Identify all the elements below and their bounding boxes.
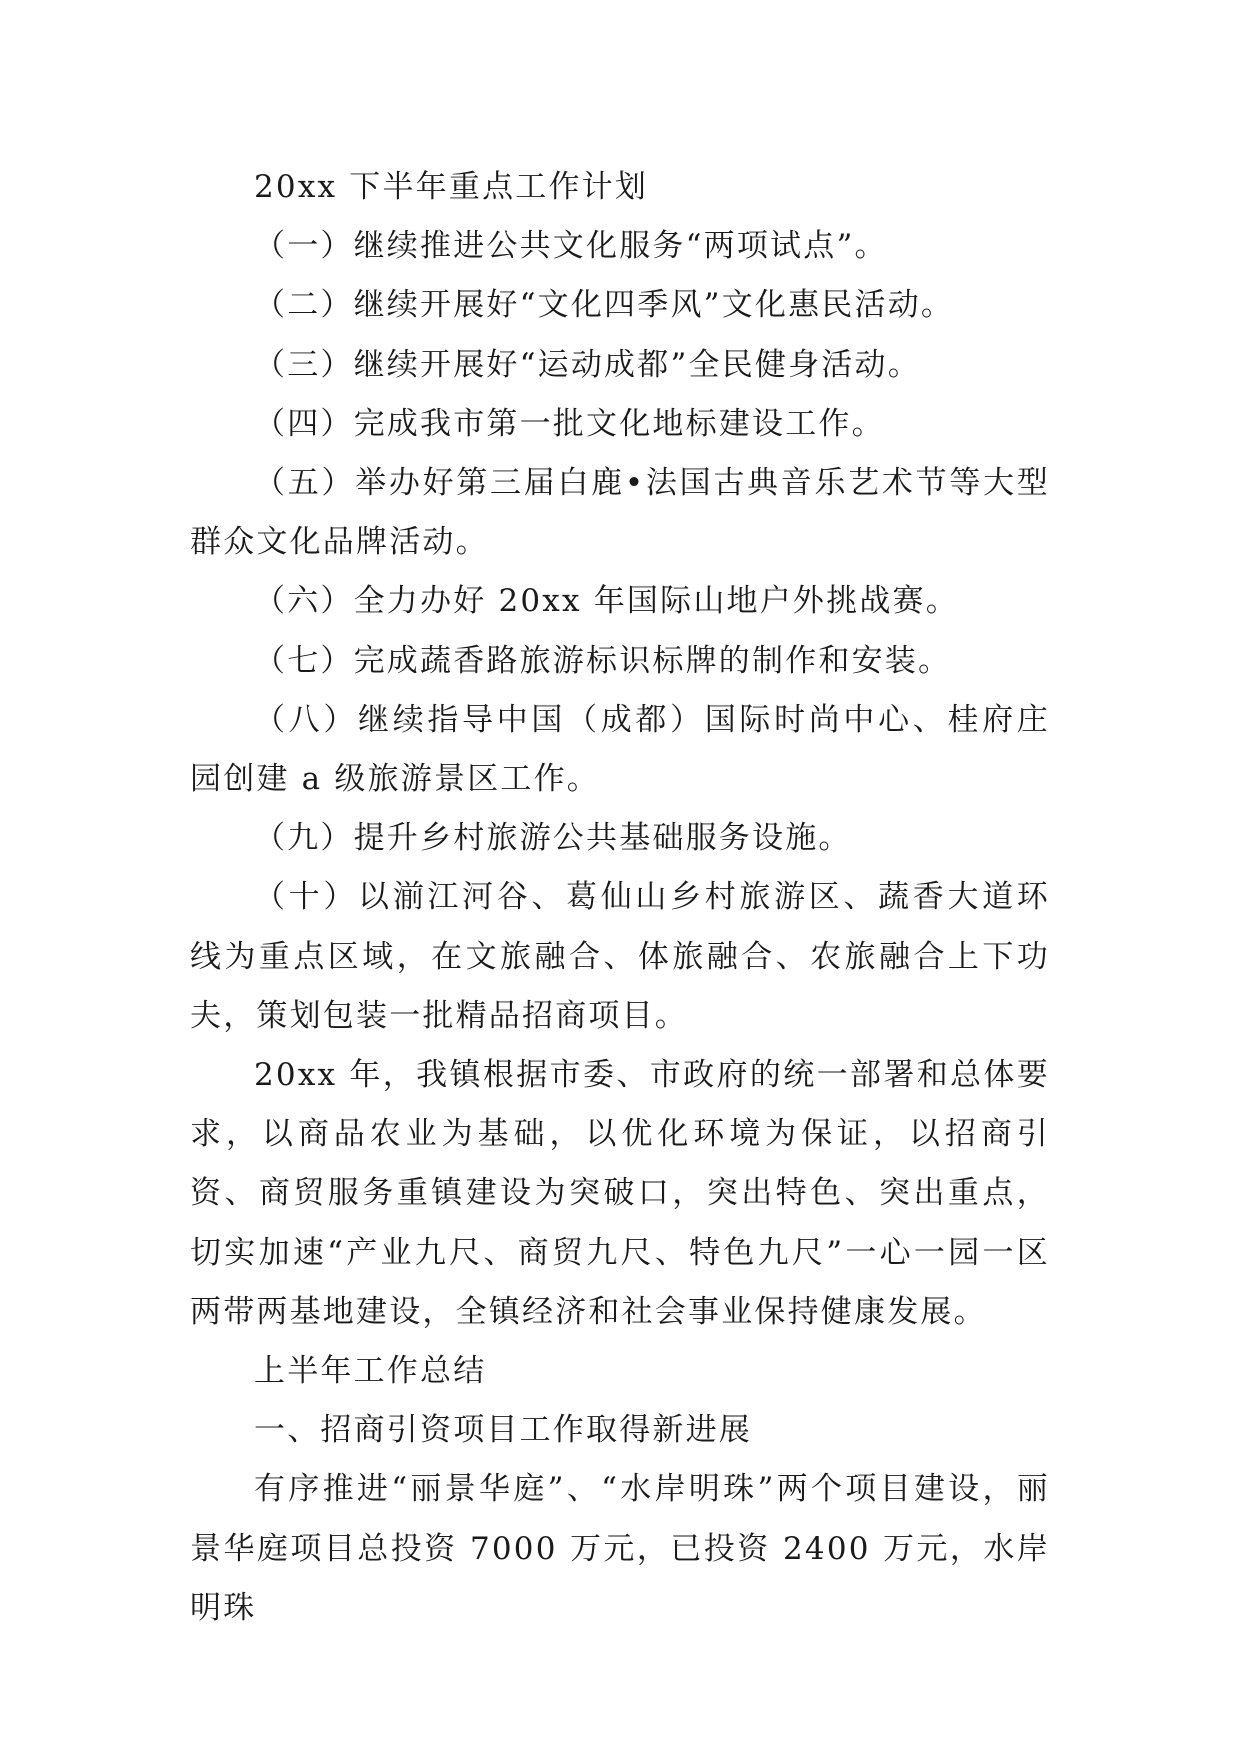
subsection-heading-investment: 一、招商引资项目工作取得新进展 — [254, 1412, 752, 1449]
section-heading-first-half-summary: 上半年工作总结 — [254, 1353, 487, 1390]
investment-paragraph: 有序推进“丽景华庭”、“水岸明珠”两个项目建设，丽景华庭项目总投资 7000 万元，已投资 2400 万元，水岸明珠 — [190, 1471, 1050, 1626]
document-body — [190, 158, 1050, 1638]
intro-paragraph: 20xx 年，我镇根据市委、市政府的统一部署和总体要求，以商品农业为基础，以优化环境为保证，以招商引资、商贸服务重镇建设为突破口，突出特色、突出重点，切实加速“产业九尺、商贸九尺、特色九尺”一心一园一区两带两基地建设，全镇经济和社会事业保持健康发展。 — [190, 1057, 1050, 1330]
plan-item-10: （十）以湔江河谷、葛仙山乡村旅游区、蔬香大道环线为重点区域，在文旅融合、体旅融合、农旅融合上下功夫，策划包装一批精品招商项目。 — [190, 879, 1050, 1034]
section-heading-second-half-plan: 20xx 下半年重点工作计划 — [254, 169, 649, 205]
plan-item-5: （五）举办好第三届白鹿•法国古典音乐艺术节等大型群众文化品牌活动。 — [190, 465, 1050, 561]
plan-item-3: （三）继续开展好“运动成都”全民健身活动。 — [254, 346, 921, 383]
plan-item-8: （八）继续指导中国（成都）国际时尚中心、桂府庄园创建 a 级旅游景区工作。 — [190, 701, 1050, 798]
plan-item-2: （二）继续开展好“文化四季风”文化惠民活动。 — [254, 287, 955, 324]
plan-item-4: （四）完成我市第一批文化地标建设工作。 — [254, 405, 885, 442]
plan-item-1: （一）继续推进公共文化服务“两项试点”。 — [254, 228, 888, 265]
plan-item-9: （九）提升乡村旅游公共基础服务设施。 — [254, 820, 852, 857]
plan-item-6: （六）全力办好 20xx 年国际山地户外挑战赛。 — [254, 583, 959, 620]
plan-item-7: （七）完成蔬香路旅游标识标牌的制作和安装。 — [254, 642, 952, 679]
